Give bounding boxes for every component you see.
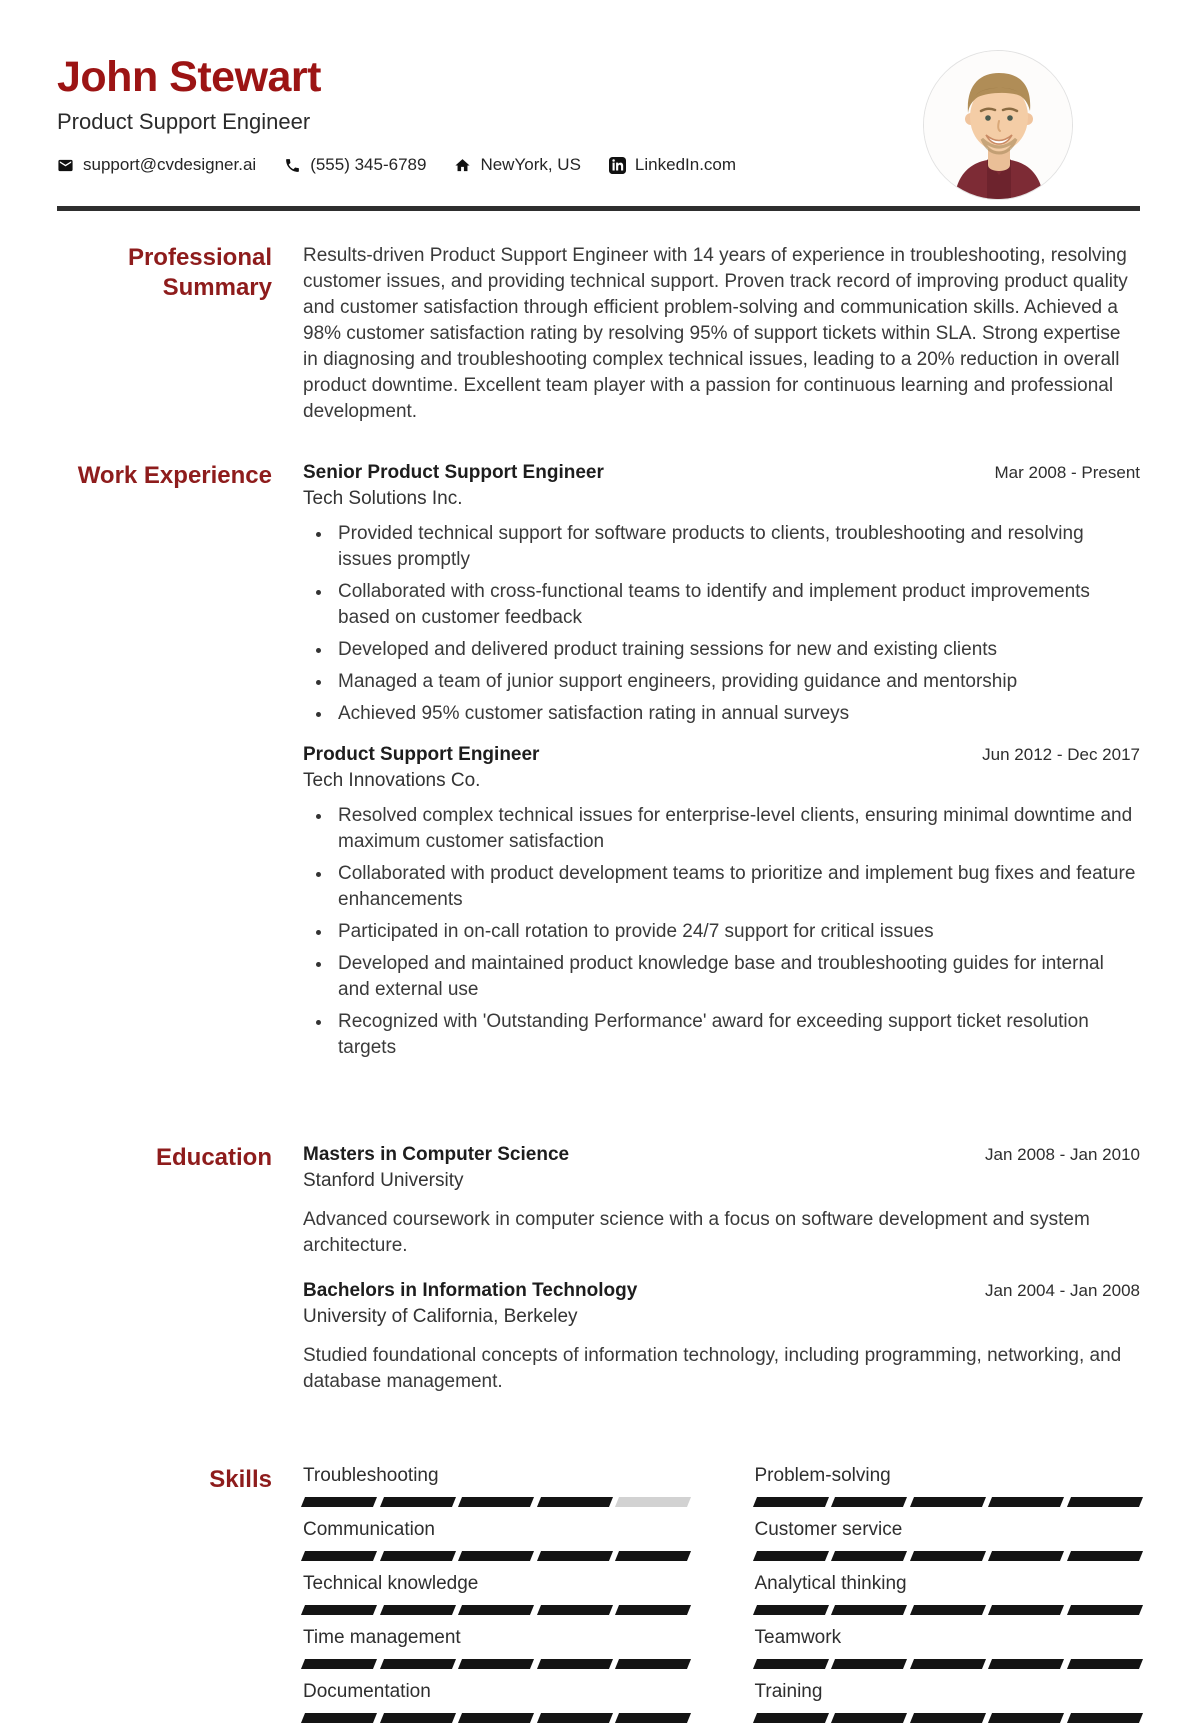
- skill-item: [303, 1627, 689, 1669]
- degree-title: Bachelors in Information Technology: [303, 1280, 638, 1301]
- section-skills: [57, 1465, 1140, 1723]
- skill-segment-filled: [988, 1497, 1064, 1507]
- education-entry: [303, 1143, 1140, 1259]
- skill-item: [303, 1681, 689, 1723]
- skill-segment-filled: [988, 1551, 1064, 1561]
- skill-segment-filled: [909, 1659, 985, 1669]
- degree-dates: Jan 2004 - Jan 2008: [984, 1281, 1140, 1300]
- skill-segment-filled: [615, 1605, 691, 1615]
- job-bullet: Developed and maintained product knowledge base and troubleshooting guides for internal and external use: [303, 951, 1140, 1003]
- skill-segment-filled: [831, 1497, 907, 1507]
- contact-linkedin[interactable]: [609, 155, 736, 175]
- skill-name: Troubleshooting: [303, 1465, 439, 1486]
- skill-segment-filled: [1066, 1605, 1142, 1615]
- degree-title: Masters in Computer Science: [303, 1144, 570, 1165]
- job-dates: Jun 2012 - Dec 2017: [982, 745, 1140, 764]
- linkedin-icon: [609, 157, 626, 174]
- contact-linkedin-text: LinkedIn.com: [634, 155, 737, 174]
- section-professional-summary: [57, 243, 1140, 425]
- job-bullet: Recognized with 'Outstanding Performance' award for exceeding support ticket resolution targets: [303, 1009, 1140, 1061]
- job-bullet: Resolved complex technical issues for enterprise-level clients, ensuring minimal downtime and maximum customer satisfaction: [303, 803, 1140, 855]
- skill-name: Analytical thinking: [754, 1573, 907, 1594]
- skill-item: [303, 1519, 689, 1561]
- skill-item: [755, 1573, 1141, 1615]
- skill-level-bar: [303, 1497, 689, 1507]
- skill-segment-empty: [615, 1497, 691, 1507]
- education-entry: [303, 1279, 1140, 1395]
- skill-segment-filled: [752, 1659, 828, 1669]
- job-role: Product Support Engineer: [303, 744, 540, 765]
- summary-section-title: Professional Summary: [127, 244, 272, 301]
- skill-segment-filled: [988, 1605, 1064, 1615]
- job-bullet: Collaborated with product development teams to prioritize and implement bug fixes and feature enhancements: [303, 861, 1140, 913]
- skill-segment-filled: [615, 1551, 691, 1561]
- skill-segment-filled: [752, 1713, 828, 1723]
- skill-segment-filled: [458, 1713, 534, 1723]
- job-role: Senior Product Support Engineer: [303, 462, 604, 483]
- job-company: Tech Solutions Inc.: [303, 488, 463, 509]
- skill-segment-filled: [536, 1659, 612, 1669]
- degree-school: University of California, Berkeley: [303, 1306, 578, 1327]
- job-company: Tech Innovations Co.: [303, 770, 481, 791]
- skill-segment-filled: [379, 1713, 455, 1723]
- degree-description: Advanced coursework in computer science with a focus on software development and system architecture.: [303, 1209, 1090, 1256]
- skill-level-bar: [303, 1713, 689, 1723]
- degree-dates: Jan 2008 - Jan 2010: [984, 1145, 1140, 1164]
- experience-entry: [303, 743, 1140, 1061]
- section-work-experience: [57, 461, 1140, 1077]
- job-bullet: Provided technical support for software products to clients, troubleshooting and resolving issues promptly: [303, 521, 1140, 573]
- skill-segment-filled: [458, 1497, 534, 1507]
- skill-item: [755, 1627, 1141, 1669]
- skill-level-bar: [755, 1497, 1141, 1507]
- job-bullet: Participated in on-call rotation to provide 24/7 support for critical issues: [303, 919, 1140, 945]
- job-bullets: [303, 521, 1140, 727]
- skill-segment-filled: [615, 1659, 691, 1669]
- person-name: John Stewart: [57, 53, 321, 101]
- job-bullets: [303, 803, 1140, 1061]
- skill-segment-filled: [831, 1713, 907, 1723]
- skill-segment-filled: [831, 1659, 907, 1669]
- skill-segment-filled: [752, 1551, 828, 1561]
- skill-segment-filled: [1066, 1497, 1142, 1507]
- contact-location[interactable]: [454, 155, 580, 175]
- skill-segment-filled: [379, 1605, 455, 1615]
- skill-segment-filled: [301, 1497, 377, 1507]
- skill-item: [755, 1465, 1141, 1507]
- skill-segment-filled: [536, 1713, 612, 1723]
- job-bullet: Developed and delivered product training sessions for new and existing clients: [303, 637, 1140, 663]
- skill-segment-filled: [909, 1605, 985, 1615]
- degree-description: Studied foundational concepts of information technology, including programming, networking, and database management.: [303, 1345, 1122, 1392]
- skill-level-bar: [755, 1605, 1141, 1615]
- contact-phone[interactable]: [284, 155, 426, 175]
- phone-icon: [284, 157, 301, 174]
- skill-segment-filled: [379, 1551, 455, 1561]
- skills-grid: [303, 1465, 1140, 1723]
- skill-segment-filled: [909, 1713, 985, 1723]
- header-divider: [57, 206, 1140, 211]
- skill-name: Customer service: [754, 1519, 903, 1540]
- skill-segment-filled: [752, 1605, 828, 1615]
- skill-segment-filled: [379, 1497, 455, 1507]
- skill-level-bar: [755, 1713, 1141, 1723]
- skill-segment-filled: [301, 1605, 377, 1615]
- skill-segment-filled: [301, 1551, 377, 1561]
- skill-level-bar: [755, 1551, 1141, 1561]
- skill-segment-filled: [301, 1713, 377, 1723]
- email-icon: [57, 157, 74, 174]
- job-bullet: Managed a team of junior support engineers, providing guidance and mentorship: [303, 669, 1140, 695]
- skill-segment-filled: [301, 1659, 377, 1669]
- profile-photo: [923, 50, 1073, 200]
- skill-segment-filled: [458, 1551, 534, 1561]
- skill-name: Technical knowledge: [303, 1573, 479, 1594]
- skill-name: Training: [754, 1681, 823, 1702]
- skill-segment-filled: [536, 1497, 612, 1507]
- skills-section-title: Skills: [209, 1466, 272, 1493]
- skill-segment-filled: [458, 1605, 534, 1615]
- skill-level-bar: [755, 1659, 1141, 1669]
- skill-name: Documentation: [303, 1681, 431, 1702]
- skill-level-bar: [303, 1605, 689, 1615]
- job-bullet: Achieved 95% customer satisfaction rating in annual surveys: [303, 701, 1140, 727]
- skill-segment-filled: [831, 1605, 907, 1615]
- summary-text: Results-driven Product Support Engineer with 14 years of experience in troubleshooting, resolving customer issues, and providing technical support. Proven track record of improving product quality and customer satisfaction through efficient problem-solving and communication skills. Achieved a 98% customer satisfaction rating by resolving 95% of support tickets within SLA. Strong expertise in diagnosing and troubleshooting complex technical issues, leading to a 20% reduction in overall product downtime. Excellent team player with a passion for continuous learning and professional development.: [303, 245, 1128, 422]
- contact-email[interactable]: [57, 155, 256, 175]
- profile-photo-illustration: [924, 51, 1073, 200]
- skill-segment-filled: [988, 1713, 1064, 1723]
- skill-segment-filled: [909, 1497, 985, 1507]
- contact-email-text: support@cvdesigner.ai: [83, 155, 257, 174]
- contact-phone-text: (555) 345-6789: [310, 155, 427, 174]
- skill-segment-filled: [379, 1659, 455, 1669]
- education-section-title: Education: [155, 1144, 272, 1171]
- skill-name: Problem-solving: [754, 1465, 891, 1486]
- experience-entry: [303, 461, 1140, 727]
- skill-segment-filled: [909, 1551, 985, 1561]
- skill-segment-filled: [1066, 1659, 1142, 1669]
- skill-segment-filled: [536, 1551, 612, 1561]
- skill-segment-filled: [1066, 1713, 1142, 1723]
- skill-item: [303, 1573, 689, 1615]
- section-education: [57, 1143, 1140, 1415]
- skill-segment-filled: [1066, 1551, 1142, 1561]
- person-job-title: Product Support Engineer: [57, 109, 311, 134]
- home-icon: [454, 157, 471, 174]
- skill-level-bar: [303, 1551, 689, 1561]
- skill-segment-filled: [536, 1605, 612, 1615]
- skill-name: Time management: [303, 1627, 461, 1648]
- skill-segment-filled: [458, 1659, 534, 1669]
- job-dates: Mar 2008 - Present: [994, 463, 1140, 482]
- skill-item: [755, 1681, 1141, 1723]
- skill-item: [303, 1465, 689, 1507]
- job-bullet: Collaborated with cross-functional teams to identify and implement product improvements based on customer feedback: [303, 579, 1140, 631]
- degree-school: Stanford University: [303, 1170, 464, 1191]
- skill-segment-filled: [615, 1713, 691, 1723]
- skill-segment-filled: [831, 1551, 907, 1561]
- skill-segment-filled: [752, 1497, 828, 1507]
- skill-level-bar: [303, 1659, 689, 1669]
- skill-name: Teamwork: [754, 1627, 842, 1648]
- skill-name: Communication: [303, 1519, 435, 1540]
- experience-section-title: Work Experience: [77, 462, 272, 489]
- skill-item: [755, 1519, 1141, 1561]
- resume-header: [57, 0, 1140, 175]
- contact-location-text: NewYork, US: [480, 155, 581, 174]
- skill-segment-filled: [988, 1659, 1064, 1669]
